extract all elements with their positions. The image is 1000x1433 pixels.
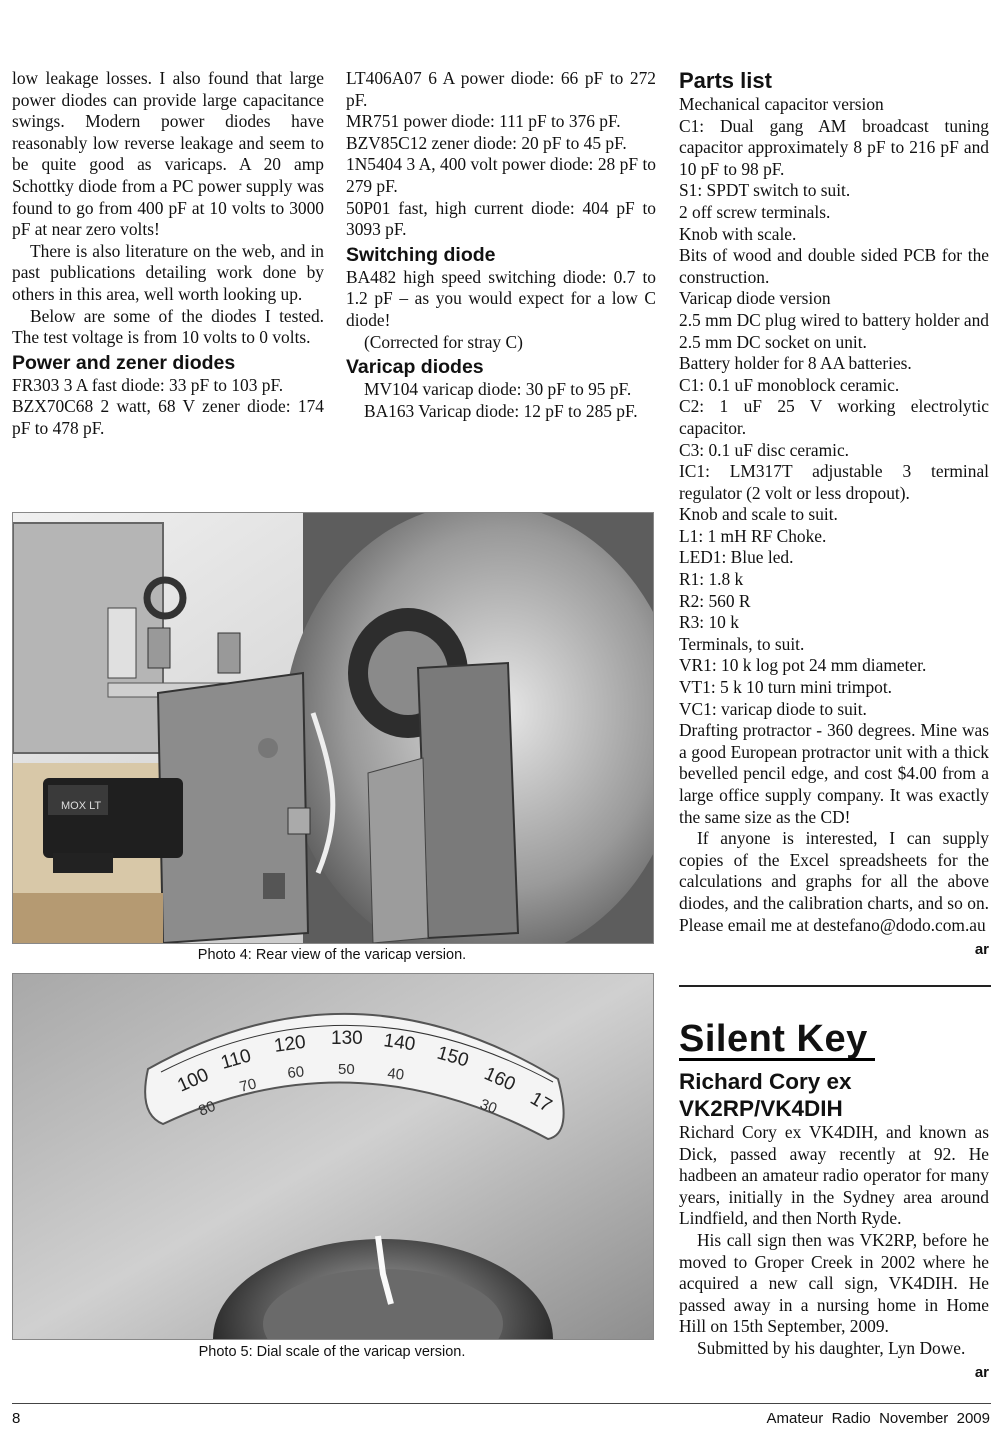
list-item: Terminals, to suit. <box>679 633 805 654</box>
list-item: BZV85C12 zener diode: 20 pF to 45 pF. <box>346 132 627 153</box>
list-item: 2 off screw terminals. <box>679 201 831 222</box>
parts-list <box>679 94 989 828</box>
list-item: VR1: 10 k log pot 24 mm diameter. <box>679 655 927 676</box>
body-paragraph: Below are some of the diodes I tested. The test voltage is from 10 volts to 0 volts. <box>12 305 324 348</box>
list-item: Varicap diode version <box>679 288 831 309</box>
body-paragraph: low leakage losses. I also found that large power diodes can provide large capacitance swings. Modern power diodes have reasonably low reverse leakage and seem to be quite good as varicaps. A 20 amp Schottky diode from a PC power supply was found to go from 400 pF at 10 volts to 3000 pF at near zero volts! <box>12 68 324 240</box>
closing-paragraph: If anyone is interested, I can supply copies of the Excel spreadsheets for the calculations and graphs for all the above diodes, and the calibration charts, and so on. Please email me at destefano@dodo.com.au <box>679 828 989 935</box>
scale-label: 100 <box>174 1064 212 1097</box>
column-1 <box>12 68 324 440</box>
end-mark: ar <box>974 941 989 959</box>
scale-label-inner: 30 <box>477 1095 500 1118</box>
list-item: R3: 10 k <box>679 612 739 633</box>
list-item: VT1: 5 k 10 turn mini trimpot. <box>679 677 893 698</box>
silent-key-subtitle: Richard Cory ex VK2RP/VK4DIH <box>679 1069 852 1121</box>
list-item: Bits of wood and double sided PCB for the construction. <box>679 245 989 287</box>
list-item: 50P01 fast, high current diode: 404 pF to 3093 pF. <box>346 197 656 240</box>
silent-key-title: Silent Key <box>679 1018 868 1060</box>
list-item: Battery holder for 8 AA batteries. <box>679 353 912 374</box>
photo-4-rear-view <box>12 512 654 944</box>
scale-label-inner: 50 <box>338 1061 355 1078</box>
list-item: IC1: LM317T adjustable 3 terminal regulator (2 volt or less dropout). <box>679 461 989 503</box>
body-paragraph: His call sign then was VK2RP, before he moved to Groper Creek in 2002 where he acquired a new call sign, VK4DIH. He passed away in a nursing home in Home Hill on 15th September, 2009. <box>679 1229 989 1337</box>
list-item: C1: 0.1 uF monoblock ceramic. <box>679 374 900 395</box>
list-item: C1: Dual gang AM broadcast tuning capacitor approximately 8 pF to 216 pF and 10 pF to 98 pF. <box>679 115 989 179</box>
photo-5-dial-scale <box>12 973 654 1340</box>
list-item: LED1: Blue led. <box>679 547 794 568</box>
scale-label-inner: 60 <box>286 1063 306 1082</box>
end-mark: ar <box>974 1363 989 1381</box>
list-item: C2: 1 uF 25 V working electrolytic capacitor. <box>679 396 989 438</box>
list-item: MR751 power diode: 111 pF to 376 pF. <box>346 111 621 132</box>
column-2 <box>346 68 656 422</box>
section-heading-power-zener: Power and zener diodes <box>12 351 236 374</box>
page-number: 8 <box>12 1410 21 1427</box>
title-underline <box>679 1058 875 1061</box>
body-paragraph: BA482 high speed switching diode: 0.7 to 1.2 pF – as you would expect for a low C diode! <box>346 266 656 330</box>
scale-label: 140 <box>382 1030 417 1056</box>
body-paragraph: Richard Cory ex VK4DIH, and known as Dick, passed away recently at 92. He hadbeen an amateur radio operator for many years, initially in the Sydney area around Lindfield, and then North Ryde. <box>679 1122 989 1229</box>
note: (Corrected for stray C) <box>364 331 523 352</box>
list-item: 1N5404 3 A, 400 volt power diode: 28 pF to 279 pF. <box>346 154 656 196</box>
scale-label-inner: 80 <box>196 1097 218 1120</box>
column-3-parts-list <box>679 68 989 961</box>
list-item: R2: 560 R <box>679 590 751 611</box>
list-item: VC1: varicap diode to suit. <box>679 698 867 719</box>
list-item: FR303 3 A fast diode: 33 pF to 103 pF. <box>12 374 284 395</box>
list-item: R1: 1.8 k <box>679 569 744 590</box>
section-divider <box>679 985 991 987</box>
scale-label: 150 <box>434 1042 471 1072</box>
photo-4-caption: Photo 4: Rear view of the varicap version. <box>197 947 467 963</box>
list-item: L1: 1 mH RF Choke. <box>679 525 827 546</box>
photo-5-illustration <box>13 974 653 1339</box>
body-paragraph: There is also literature on the web, and in past publications detailing work done by others in this area, well worth looking up. <box>12 240 324 304</box>
section-heading-varicap: Varicap diodes <box>346 356 484 379</box>
scale-label: 17 <box>526 1088 556 1117</box>
list-item: 2.5 mm DC plug wired to battery holder and 2.5 mm DC socket on unit. <box>679 309 989 352</box>
list-item: C3: 0.1 uF disc ceramic. <box>679 439 850 460</box>
list-item: BZX70C68 2 watt, 68 V zener diode: 174 pF to 478 pF. <box>12 396 324 438</box>
photo-4-illustration <box>13 513 653 943</box>
list-item: Mechanical capacitor version <box>679 94 884 114</box>
scale-label: 110 <box>218 1045 254 1074</box>
photo-5-caption: Photo 5: Dial scale of the varicap version. <box>198 1344 466 1360</box>
publication-info: Amateur Radio November 2009 <box>766 1410 990 1427</box>
list-item: Drafting protractor - 360 degrees. Mine was a good European protractor unit with a thick bevelled pencil edge, and cost $4.00 from a large office supply company. It was exactly the same size as the CD! <box>679 720 989 827</box>
list-item: LT406A07 6 A power diode: 66 pF to 272 pF. <box>346 68 656 110</box>
scale-label: 160 <box>480 1063 519 1096</box>
list-item: Knob and scale to suit. <box>679 504 838 525</box>
silent-key-body <box>679 1122 989 1383</box>
footer-rule <box>12 1403 991 1404</box>
section-heading-switching: Switching diode <box>346 243 496 266</box>
list-item: BA163 Varicap diode: 12 pF to 285 pF. <box>364 400 638 421</box>
list-item: S1: SPDT switch to suit. <box>679 180 851 201</box>
list-item: Knob with scale. <box>679 223 797 244</box>
scale-label: 120 <box>272 1031 308 1057</box>
scale-label-inner: 70 <box>237 1075 259 1096</box>
section-heading-parts-list: Parts list <box>679 68 772 93</box>
battery-label: MOX LT <box>61 800 102 812</box>
scale-label-inner: 40 <box>386 1065 405 1084</box>
list-item: MV104 varicap diode: 30 pF to 95 pF. <box>364 379 632 400</box>
scale-label: 130 <box>331 1028 363 1049</box>
body-paragraph: Submitted by his daughter, Lyn Dowe. ar <box>679 1338 989 1360</box>
